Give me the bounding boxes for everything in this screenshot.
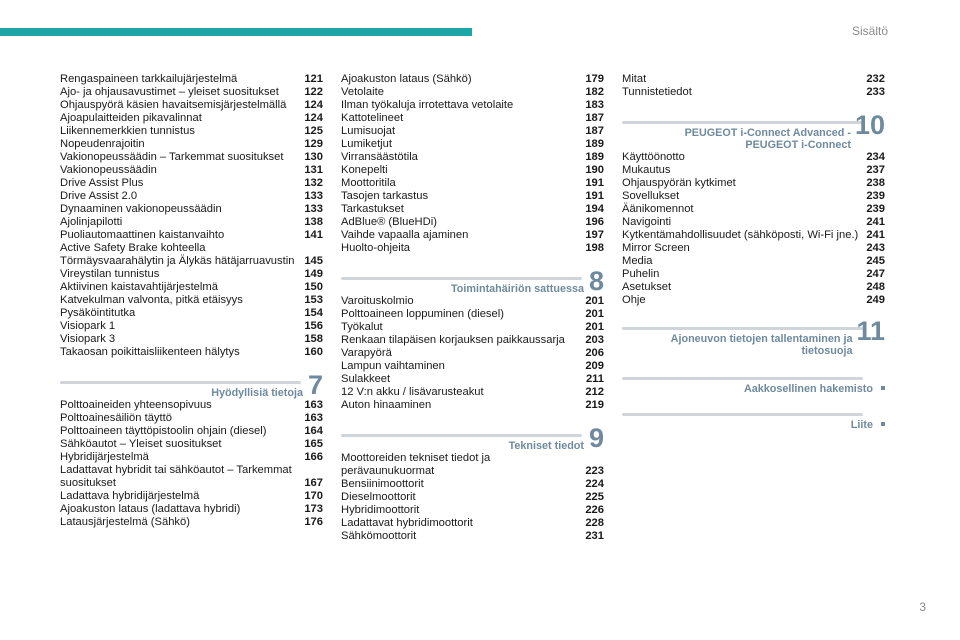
- toc-section: [622, 413, 885, 431]
- toc-entry[interactable]: [341, 190, 604, 203]
- toc-entry[interactable]: [341, 216, 604, 229]
- toc-entry[interactable]: [341, 203, 604, 216]
- toc-block: [622, 73, 885, 99]
- toc-entry[interactable]: [60, 138, 323, 151]
- page-section-title: Sisältö: [851, 24, 888, 38]
- toc-entry-title: Vakionopeussäädin – Tarkemmat suositukset: [60, 151, 284, 163]
- toc-entry[interactable]: [622, 281, 885, 294]
- toc-entry-title: Konepelti: [341, 164, 388, 176]
- toc-entry-page: 248: [866, 281, 885, 293]
- toc-entry-title: Nopeudenrajoitin: [60, 138, 145, 150]
- section-header[interactable]: [341, 266, 604, 296]
- toc-entry-page: 232: [866, 73, 885, 85]
- toc-entry-title: Katvekulman valvonta, pitkä etäisyys: [60, 294, 243, 306]
- toc-entry[interactable]: [60, 333, 323, 346]
- toc-entry-page: 209: [585, 360, 604, 372]
- toc-entry-page: 198: [585, 242, 604, 254]
- toc-entry-page: 225: [585, 491, 604, 503]
- toc-entry-page: 249: [866, 294, 885, 306]
- toc-entry-page: 125: [304, 125, 323, 137]
- toc-entry-page: 129: [304, 138, 323, 150]
- toc-entry[interactable]: [60, 268, 323, 281]
- toc-entry[interactable]: [60, 164, 323, 177]
- toc-entry-title: Ajoakuston lataus (Sähkö): [341, 73, 472, 85]
- toc-entry-title: Aktiivinen kaistavahtijärjestelmä: [60, 281, 218, 293]
- toc-entry-page: 133: [304, 190, 323, 202]
- toc-entry[interactable]: [341, 321, 604, 334]
- toc-entry[interactable]: [341, 86, 604, 99]
- toc-entry[interactable]: [341, 112, 604, 125]
- toc-entry-title: Vakionopeussäädin: [60, 164, 157, 176]
- toc-entry-page: 164: [304, 425, 323, 437]
- toc-entry[interactable]: [341, 138, 604, 151]
- toc-entry-title: Sähkömoottorit: [341, 530, 417, 542]
- toc-entry-title: Varapyörä: [341, 347, 392, 359]
- section-header[interactable]: [622, 416, 885, 431]
- toc-entry-title: Moottoreiden tekniset tiedot ja perävaunukuormat: [341, 452, 491, 477]
- toc-entry[interactable]: [341, 308, 604, 321]
- toc-entry-title: Navigointi: [622, 216, 672, 228]
- toc-entry-title: Dieselmoottorit: [341, 491, 416, 503]
- toc-entry-title: Pysäköintitutka: [60, 307, 136, 319]
- toc-entry-title: Visiopark 3: [60, 333, 116, 345]
- toc-entry[interactable]: [622, 151, 885, 164]
- toc-entry-page: 196: [585, 216, 604, 228]
- toc-entry[interactable]: [60, 281, 323, 294]
- toc-entry-page: 187: [585, 112, 604, 124]
- toc-section: [622, 110, 885, 307]
- toc-entry-title: Polttoaineen täyttöpistoolin ohjain (diesel): [60, 425, 267, 437]
- toc-section: [60, 370, 323, 529]
- section-title[interactable]: Tekniset tiedot: [508, 440, 584, 452]
- toc-entry-title: Liikennemerkkien tunnistus: [60, 125, 195, 137]
- toc-entry-title: Lampun vaihtaminen: [341, 360, 445, 372]
- toc-entry-page: 197: [585, 229, 604, 241]
- toc-entry-title: Huolto-ohjeita: [341, 242, 411, 254]
- toc-entry[interactable]: [622, 190, 885, 203]
- toc-entry-page: 121: [304, 73, 323, 85]
- toc-entry[interactable]: [60, 438, 323, 451]
- toc-entry[interactable]: [622, 164, 885, 177]
- toc-entry[interactable]: [341, 504, 604, 517]
- toc-block: [60, 73, 323, 359]
- toc-entry[interactable]: [60, 112, 323, 125]
- toc-entry-page: 239: [866, 190, 885, 202]
- toc-entry[interactable]: [341, 347, 604, 360]
- toc-entry-title: Media: [622, 255, 653, 267]
- toc-entry-title: Active Safety Brake kohteella Törmäysvaarahälytin ja Älykäs hätäjarruavustin: [60, 242, 295, 267]
- toc-entry[interactable]: [622, 216, 885, 229]
- toc-entry[interactable]: [60, 73, 323, 86]
- section-title[interactable]: PEUGEOT i-Connect Advanced - PEUGEOT i-Connect: [684, 127, 851, 151]
- toc-entry[interactable]: [60, 99, 323, 112]
- toc-entry[interactable]: [341, 399, 604, 412]
- section-title[interactable]: Ajoneuvon tietojen tallentaminen ja tietosuoja: [670, 333, 853, 357]
- toc-entry-page: 170: [304, 490, 323, 502]
- toc-entry-page: 189: [585, 151, 604, 163]
- toc-entry[interactable]: [341, 334, 604, 347]
- toc-entry[interactable]: [341, 242, 604, 255]
- toc-entry-title: Sovellukset: [622, 190, 680, 202]
- toc-entry[interactable]: [341, 360, 604, 373]
- toc-entry[interactable]: [622, 229, 885, 242]
- toc-entry[interactable]: [341, 373, 604, 386]
- toc-entry-title: Asetukset: [622, 281, 672, 293]
- toc-section: [622, 377, 885, 395]
- toc-entry[interactable]: [60, 151, 323, 164]
- toc-entry-page: 182: [585, 86, 604, 98]
- toc-entry[interactable]: [60, 203, 323, 216]
- toc-entry-title: Takaosan poikittaisliikenteen hälytys: [60, 346, 240, 358]
- toc-entry[interactable]: [622, 242, 885, 255]
- section-header[interactable]: [341, 423, 604, 453]
- toc-entry-title: Kytkentämahdollisuudet (sähköposti, Wi-Fi jne.): [622, 229, 859, 241]
- toc-entry[interactable]: [60, 216, 323, 229]
- toc-entry-page: 226: [585, 504, 604, 516]
- toc-entry-title: Työkalut: [341, 321, 383, 333]
- toc-block: [341, 73, 604, 255]
- toc-entry-page: 160: [304, 346, 323, 358]
- toc-entry[interactable]: [60, 307, 323, 320]
- toc-entry-title: Renkaan tilapäisen korjauksen paikkaussarja: [341, 334, 565, 346]
- toc-entry-page: 237: [866, 164, 885, 176]
- toc-entry[interactable]: [60, 86, 323, 99]
- toc-entry[interactable]: [60, 229, 323, 242]
- toc-entry[interactable]: [341, 386, 604, 399]
- toc-entry[interactable]: [60, 346, 323, 359]
- toc-entry[interactable]: [341, 295, 604, 308]
- toc-entry-title: Drive Assist 2.0: [60, 190, 138, 202]
- toc-entry-title: Polttoaineen loppuminen (diesel): [341, 308, 504, 320]
- section-title[interactable]: Hyödyllisiä tietoja: [211, 387, 303, 399]
- toc-entry-page: 133: [304, 203, 323, 215]
- toc-entry[interactable]: [622, 268, 885, 281]
- toc-entry-page: 132: [304, 177, 323, 189]
- toc-entry-title: Sähköautot – Yleiset suositukset: [60, 438, 222, 450]
- toc-entry-page: 124: [304, 112, 323, 124]
- toc-entry-title: Tunnistetiedot: [622, 86, 692, 98]
- toc-entry-page: 173: [304, 503, 323, 515]
- toc-entry[interactable]: [341, 452, 604, 478]
- toc-entry-page: 194: [585, 203, 604, 215]
- header-accent-bar: [0, 28, 472, 36]
- section-title[interactable]: Liite: [850, 419, 873, 431]
- toc-entry[interactable]: [341, 73, 604, 86]
- toc-entry-title: Käyttöönotto: [622, 151, 685, 163]
- toc-entry-page: 239: [866, 203, 885, 215]
- toc-entry-title: Lumisuojat: [341, 125, 396, 137]
- toc-entry-title: Polttoaineiden yhteensopivuus: [60, 399, 212, 411]
- toc-entry[interactable]: [341, 164, 604, 177]
- square-bullet-icon: [881, 422, 885, 426]
- section-title[interactable]: Toimintahäiriön sattuessa: [451, 283, 584, 295]
- toc-entry-page: 183: [585, 99, 604, 111]
- toc-entry-page: 211: [585, 373, 604, 385]
- toc-entry[interactable]: [622, 294, 885, 307]
- toc-entry[interactable]: [341, 229, 604, 242]
- toc-section: [622, 316, 885, 357]
- toc-entry-page: 191: [585, 190, 604, 202]
- toc-entry[interactable]: [60, 399, 323, 412]
- section-title[interactable]: Aakkosellinen hakemisto: [743, 383, 873, 395]
- toc-entry[interactable]: [341, 125, 604, 138]
- toc-entry-title: Tasojen tarkastus: [341, 190, 429, 202]
- toc-entry[interactable]: [341, 517, 604, 530]
- section-header[interactable]: [622, 110, 885, 151]
- toc-entry[interactable]: [341, 99, 604, 112]
- section-number: 7: [307, 370, 323, 400]
- toc-entry[interactable]: [60, 320, 323, 333]
- toc-entry-page: 224: [585, 478, 604, 490]
- toc-entry[interactable]: [60, 451, 323, 464]
- toc-entry-page: 238: [866, 177, 885, 189]
- toc-entry-title: Äänikomennot: [622, 203, 694, 215]
- toc-entry-page: 179: [585, 73, 604, 85]
- toc-entry-page: 234: [866, 151, 885, 163]
- toc-entry-page: 122: [304, 86, 323, 98]
- toc-entry[interactable]: [622, 86, 885, 99]
- toc-entry-title: Ajo- ja ohjausavustimet – yleiset suositukset: [60, 86, 279, 98]
- toc-entry-title: Mirror Screen: [622, 242, 690, 254]
- toc-entry[interactable]: [60, 412, 323, 425]
- toc-entry-title: Ohjauspyörän kytkimet: [622, 177, 736, 189]
- toc-entry[interactable]: [60, 516, 323, 529]
- toc-entry-title: Lumiketjut: [341, 138, 392, 150]
- toc-entry[interactable]: [60, 190, 323, 203]
- square-bullet-icon: [881, 386, 885, 390]
- toc-entry-page: 191: [585, 177, 604, 189]
- toc-column-3: [622, 73, 885, 431]
- section-header[interactable]: [60, 370, 323, 400]
- toc-entry-title: Vaihde vapaalla ajaminen: [341, 229, 469, 241]
- section-header[interactable]: [622, 380, 885, 395]
- toc-entry-page: 241: [866, 229, 885, 241]
- toc-entry-title: Sulakkeet: [341, 373, 391, 385]
- toc-entry[interactable]: [622, 177, 885, 190]
- section-number: 10: [854, 110, 885, 140]
- toc-entry[interactable]: [60, 464, 323, 490]
- toc-entry-page: 149: [304, 268, 323, 280]
- toc-entry-page: 163: [304, 412, 323, 424]
- toc-entry-page: 145: [304, 255, 323, 267]
- toc-entry-title: Ladattava hybridijärjestelmä: [60, 490, 200, 502]
- toc-entry-title: Ladattavat hybridit tai sähköautot – Tarkemmat suositukset: [60, 464, 292, 489]
- toc-entry-page: 201: [585, 308, 604, 320]
- toc-entry-title: Ohje: [622, 294, 646, 306]
- toc-entry[interactable]: [60, 503, 323, 516]
- toc-entry-page: 245: [866, 255, 885, 267]
- toc-entry[interactable]: [60, 242, 323, 268]
- toc-entry[interactable]: [341, 530, 604, 543]
- toc-entry-title: Vireystilan tunnistus: [60, 268, 160, 280]
- toc-entry[interactable]: [341, 478, 604, 491]
- toc-entry-page: 247: [866, 268, 885, 280]
- toc-entry-title: Bensiinimoottorit: [341, 478, 424, 490]
- toc-column-1: [60, 73, 323, 529]
- toc-entry-page: 158: [304, 333, 323, 345]
- toc-entry-title: Visiopark 1: [60, 320, 116, 332]
- toc-entry-page: 138: [304, 216, 323, 228]
- page-number: 3: [919, 600, 926, 614]
- toc-entry[interactable]: [341, 151, 604, 164]
- toc-entry-page: 187: [585, 125, 604, 137]
- toc-entry-page: 166: [304, 451, 323, 463]
- section-number: 9: [588, 423, 604, 453]
- toc-entry-title: Drive Assist Plus: [60, 177, 144, 189]
- toc-entry-title: Ajoakuston lataus (ladattava hybridi): [60, 503, 241, 515]
- toc-entry-title: Rengaspaineen tarkkailujärjestelmä: [60, 73, 238, 85]
- toc-entry-page: 228: [585, 517, 604, 529]
- toc-entry-title: Vetolaite: [341, 86, 384, 98]
- toc-entry-title: Virransäästötila: [341, 151, 418, 163]
- section-number: 11: [856, 316, 885, 346]
- toc-entry-title: Ladattavat hybridimoottorit: [341, 517, 473, 529]
- toc-entry-title: Latausjärjestelmä (Sähkö): [60, 516, 190, 528]
- toc-entry[interactable]: [60, 294, 323, 307]
- toc-entry-page: 190: [585, 164, 604, 176]
- toc-entry-page: 219: [585, 399, 604, 411]
- toc-entry-page: 165: [304, 438, 323, 450]
- toc-entry-page: 141: [304, 229, 323, 241]
- toc-entry-page: 212: [585, 386, 604, 398]
- section-header[interactable]: [622, 316, 885, 357]
- toc-entry-title: Mukautus: [622, 164, 671, 176]
- toc-entry-title: Varoituskolmio: [341, 295, 414, 307]
- toc-section: [341, 423, 604, 543]
- toc-entry-page: 241: [866, 216, 885, 228]
- toc-entry[interactable]: [60, 490, 323, 503]
- toc-entry[interactable]: [60, 177, 323, 190]
- toc-entry-page: 201: [585, 295, 604, 307]
- toc-column-2: [341, 73, 604, 543]
- toc-entry-page: 167: [304, 477, 323, 489]
- toc-entry-page: 153: [304, 294, 323, 306]
- toc-section: [341, 266, 604, 412]
- toc-entry-page: 203: [585, 334, 604, 346]
- toc-entry-page: 131: [304, 164, 323, 176]
- toc-entry-page: 233: [866, 86, 885, 98]
- toc-entry-title: Mitat: [622, 73, 647, 85]
- toc-entry-title: Tarkastukset: [341, 203, 404, 215]
- toc-entry-title: Ilman työkaluja irrotettava vetolaite: [341, 99, 514, 111]
- toc-entry-title: Polttoainesäiliön täyttö: [60, 412, 172, 424]
- toc-entry-title: Dynaaminen vakionopeussäädin: [60, 203, 222, 215]
- toc-entry-page: 150: [304, 281, 323, 293]
- toc-entry-page: 154: [304, 307, 323, 319]
- toc-entry-page: 156: [304, 320, 323, 332]
- toc-entry-title: 12 V:n akku / lisävarusteakut: [341, 386, 484, 398]
- toc-entry[interactable]: [341, 177, 604, 190]
- toc-entry-title: Ajolinjapilotti: [60, 216, 123, 228]
- toc-entry-title: Hybridimoottorit: [341, 504, 420, 516]
- toc-entry-title: Moottoritila: [341, 177, 396, 189]
- section-number: 8: [588, 266, 604, 296]
- toc-entry[interactable]: [622, 255, 885, 268]
- toc-entry-page: 231: [585, 530, 604, 542]
- toc-entry-title: Ohjauspyörä käsien havaitsemisjärjestelmällä: [60, 99, 287, 111]
- toc-entry-page: 223: [585, 465, 604, 477]
- toc-entry-page: 201: [585, 321, 604, 333]
- toc-entry-page: 243: [866, 242, 885, 254]
- toc-entry-page: 124: [304, 99, 323, 111]
- toc-entry[interactable]: [60, 125, 323, 138]
- toc-entry[interactable]: [341, 491, 604, 504]
- toc-entry-title: Puhelin: [622, 268, 660, 280]
- toc-entry-title: AdBlue® (BlueHDi): [341, 216, 437, 228]
- toc-entry-page: 130: [304, 151, 323, 163]
- toc-entry-title: Puoliautomaattinen kaistanvaihto: [60, 229, 225, 241]
- toc-entry-page: 176: [304, 516, 323, 528]
- toc-entry-title: Hybridijärjestelmä: [60, 451, 149, 463]
- toc-entry[interactable]: [60, 425, 323, 438]
- toc-entry-title: Ajoapulaitteiden pikavalinnat: [60, 112, 202, 124]
- toc-entry[interactable]: [622, 73, 885, 86]
- toc-entry[interactable]: [622, 203, 885, 216]
- toc-entry-page: 163: [304, 399, 323, 411]
- toc-entry-page: 189: [585, 138, 604, 150]
- toc-entry-title: Auton hinaaminen: [341, 399, 432, 411]
- toc-entry-page: 206: [585, 347, 604, 359]
- toc-entry-title: Kattotelineet: [341, 112, 404, 124]
